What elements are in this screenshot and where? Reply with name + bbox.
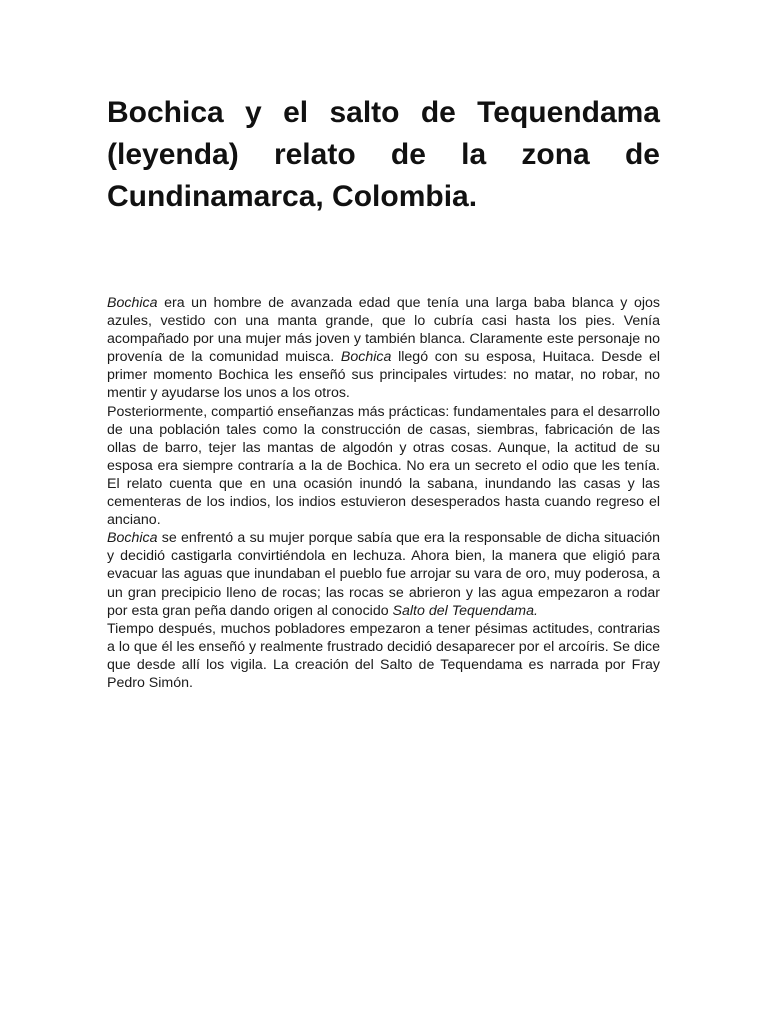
paragraph-text: Posteriormente, compartió enseñanzas más prácticas: fundamentales para el desarrollo de una población tales como la construcción de casas, siembras, fabricación de las ollas de barro, tejer las mantas de algodón y otras cosas. Aunque, la actitud de su esposa era siempre contraría a la de Bochica. No era un secreto el odio que les tenía. El relato cuenta que en una ocasión inundó la sabana, inundando las casas y las cementeras de los indios, los indios estuvieron desesperados hasta cuando regreso el anciano. — [107, 403, 660, 529]
paragraph-3 — [107, 529, 660, 619]
paragraph-text: Tiempo después, muchos pobladores empezaron a tener pésimas actitudes, contrarias a lo que él les enseñó y realmente frustrado decidió desaparecer por el arcoíris. Se dice que desde allí los vigila. La creación del Salto de Tequendama es narrada por Fray Pedro Simón. — [107, 620, 660, 691]
paragraph-2 — [107, 403, 660, 530]
paragraph-4 — [107, 620, 660, 692]
paragraph-text: se enfrentó a su mujer porque sabía que era la responsable de dicha situación y decidió castigarla convirtiéndola en lechuza. Ahora bien, la manera que eligió para evacuar las aguas que inundaban el pueblo fue arrojar su vara de oro, muy poderosa, a un gran precipicio lleno de rocas; las rocas se abrieron y las agua empezaron a rodar por esta gran peña dando origen al conocido — [107, 530, 660, 619]
paragraph-text: llegó con su esposa, Huitaca. Desde el primer momento Bochica les enseñó sus principales virtudes: no matar, no robar, no mentir y ayudarse los unos a los otros. — [107, 349, 661, 402]
italic-name-bochica: Bochica — [107, 530, 158, 547]
document-title: Bochica y el salto de Tequendama (leyenda) relato de la zona de Cundinamarca, Colombia. — [107, 96, 660, 213]
italic-name-bochica: Bochica — [107, 295, 158, 311]
document-body — [107, 294, 660, 692]
paragraph-text: era un hombre de avanzada edad que tenía una larga baba blanca y ojos azules, vestido con una manta grande, que lo cubría casi hasta los pies. Venía acompañado por una mujer más joven y también blanca. Claramente este personaje no provenía de la comunidad muisca. — [107, 295, 660, 366]
paragraph-1 — [107, 294, 660, 403]
italic-place-name: Salto del Tequendama. — [392, 602, 538, 619]
italic-name-bochica: Bochica — [340, 349, 392, 366]
